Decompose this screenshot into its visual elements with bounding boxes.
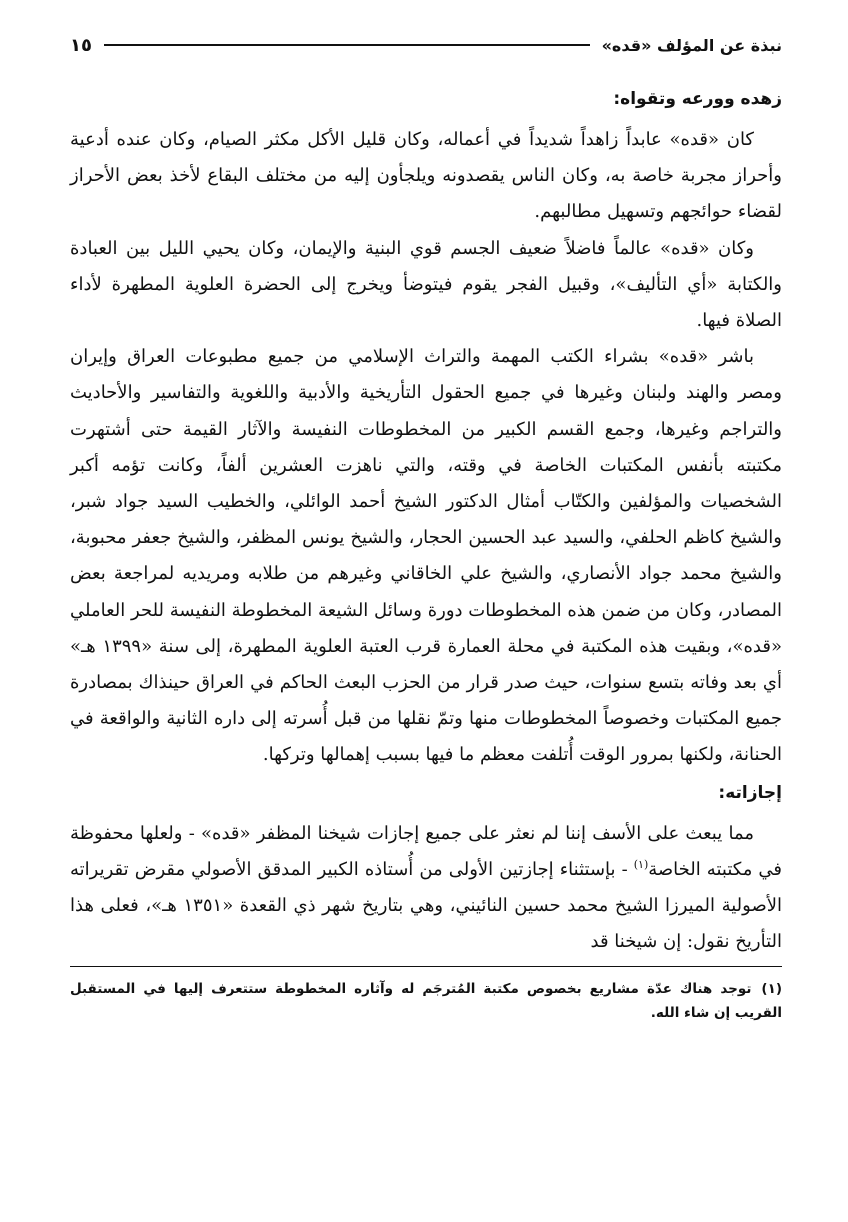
section-heading-asceticism: زهده وورعه وتقواه: [613,89,782,109]
footnotes [70,977,782,1025]
paragraph-licenses [70,816,782,961]
footnote-marker: (١) [761,981,782,998]
footnote-text: توجد هناك عدّة مشاريع بخصوص مكتبة المُترجَم له وآثاره المخطوطة ستتعرف إليها في المستقبل القريب إن شاء الله. [70,981,782,1022]
paragraph-text-part-2: - بإستثناء إجازتين الأولى من أُستاذه الكبير المدقق الأصولي مقرض تقريراته الأصولية الميرزا الشيخ محمد حسين النائيني، وهي بتاريخ شهر ذي القعدة «١٣٥١ هـ»، فعلى هذا التأريخ نقول: إن شيخنا قد [70,858,782,953]
footnote-divider [70,966,782,967]
running-header [70,28,782,62]
paragraph-text-part-1: مما يبعث على الأسف إننا لم نعثر على جميع إجازات شيخنا المظفر «قده» - ولعلها محفوظة في مكتبته الخاصة [70,822,782,880]
paragraph: باشر «قده» بشراء الكتب المهمة والتراث الإسلامي من جميع مطبوعات العراق وإيران ومصر والهند ولبنان وغيرها في جميع الحقول التأريخية والأدبية واللغوية والتفاسير والأحاديث والتراجم وغيرها، وجمع القسم الكبير من المخطوطات النفيسة والآثار القيمة حتى أشتهرت مكتبته بأنفس المكتبات الخاصة في وقته، والتي ناهزت العشرين ألفاً، وكانت تؤمه أكبر الشخصيات والمؤلفين والكتّاب أمثال الدكتور الشيخ أحمد الوائلي، والخطيب السيد جواد شبر، والشيخ كاظم الحلفي، والسيد عبد الحسين الحجار، والشيخ يونس المظفر، والشيخ جعفر محبوبة، والشيخ محمد جواد الأنصاري، والشيخ علي الخاقاني وغيرهم من طلابه ومريديه لمراجعة بعض المصادر، وكان من ضمن هذه المخطوطات دورة وسائل الشيعة المخطوطة النفيسة للحر العاملي «قده»، وبقيت هذه المكتبة في محلة العمارة قرب العتبة العلوية المطهرة، إلى سنة «١٣٩٩ هـ» أي بعد وفاته بتسع سنوات، حيث صدر قرار من الحزب البعث الحاكم في العراق حينذاك بمصادرة جميع المكتبات وخصوصاً المخطوطات منها وتمّ نقلها من قبل أُسرته إلى داره الثانية والواقعة في الحنانة، ولكنها بمرور الوقت أُتلفت معظم ما فيها بسبب إهمالها وتركها. [70,346,782,766]
book-page [70,28,782,1025]
page-number: ١٥ [70,34,92,56]
header-rule [104,44,590,46]
paragraph: كان «قده» عابداً زاهداً شديداً في أعماله، وكان قليل الأكل مكثر الصيام، وكان عنده أدعية وأحراز مجربة خاصة به، وكان الناس يقصدونه ويلجأون إليه من مختلف البقاع لأخذ بعض الأحراز لقضاء حوائجهم وتسهيل مطالبهم. [70,129,782,223]
running-title: نبذة عن المؤلف «قده» [601,35,782,55]
footnote [70,977,782,1025]
footnote-reference[interactable]: (١) [633,857,649,871]
section-heading-licenses: إجازاته: [718,782,782,803]
paragraph: وكان «قده» عالماً فاضلاً ضعيف الجسم قوي البنية والإيمان، وكان يحيي الليل بين العبادة والكتابة «أي التأليف»، وقبيل الفجر يقوم فيتوضأ ويخرج إلى الحضرة العلوية المطهرة لأداء الصلاة فيها. [70,237,782,332]
